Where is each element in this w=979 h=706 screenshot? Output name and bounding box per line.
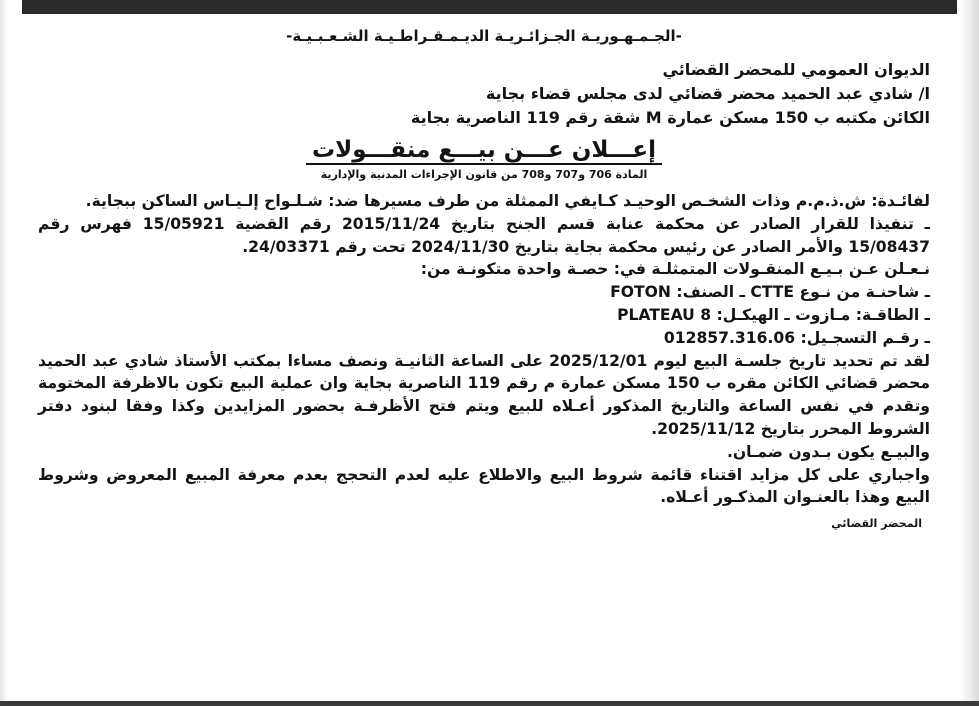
scan-bottom-border — [0, 701, 979, 706]
announcement-title — [38, 134, 930, 166]
scan-right-edge — [959, 0, 979, 706]
sale-intro-line: نـعـلن عـن بـيـع المنقـولات المتمثلـة في: حصـة واحدة متكونـة من: — [420, 260, 930, 279]
office-name: الديوان العمومي للمحضر القضائي — [662, 60, 930, 79]
notice-content — [38, 24, 930, 533]
bailiff-name: ا/ شادي عبد الحميد محضر قضائي لدى مجلس قضاء بجاية — [485, 84, 930, 103]
signature-label: المحضر القضائي — [831, 517, 922, 531]
item-registration-line: ـ رقـم التسجـيل: 012857.316.06 — [663, 328, 930, 347]
beneficiary-paragraph: لفائـدة: ش.ذ.م.م وذات الشخـص الوحيـد كـايفي الممثلة من طرف مسيرها ضد: شـلـواح إلـيـاس الساكن ببجاية. — [85, 192, 930, 210]
court-decision-paragraph: ـ تنفيذا للقرار الصادر عن محكمة عنابة قسم الجنح بتاريخ 2015/11/24 رقم القضية 15/05921 فهرس رقم 15/08437 والأمر الصادر عن رئيس محكمة بجاية بتاريخ 2024/11/30 تحت رقم 24/03371. — [38, 214, 930, 256]
republic-heading: -الجـمـهـوريـة الجـزائـريـة الديـمـقـراطـيـة الشـعـبـيـة- — [286, 27, 682, 45]
sale-session-paragraph: لقد تم تحديد تاريخ جلسـة البيع ليوم 2025/12/01 على الساعة الثانيـة ونصف مساءا بمكتب الأستاذ شادي عبد الحميد محضر قضائي الكائن مقره ب 150 مسكن عمارة م رقم 119 الناصرية بجاية وان عملية البيع تكون بالاظرفة المختومة وتقدم في نفس الساعة والتاريخ المذكور أعـلاه للبيع ويتم فتح الأظرفـة بحضور المزايدين وكذا وفقا لبنود دفتر الشروط المحرر بتاريخ 2025/11/12. — [38, 351, 931, 438]
scan-left-edge — [0, 0, 8, 706]
office-address: الكائن مكتبه ب 150 مسكن عمارة M شقة رقم 119 الناصرية بجاية — [410, 108, 930, 127]
no-warranty-line: والبيـع يكون بـدون ضمـان. — [726, 442, 930, 461]
scan-top-border — [22, 0, 957, 14]
conditions-paragraph: واجباري على كل مزايد اقتناء قائمة شروط البيع والاطلاع عليه لعدم التحجج بعدم معرفة المبيع المعروض وشروط البيع وهذا بالعنـوان المذكـور أعـلاه. — [38, 465, 930, 507]
announcement-title-text: إعـــلان عـــن بيـــع منقـــولات — [306, 137, 662, 165]
item-truck-line: ـ شاحنـة من نـوع CTTE ـ الصنف: FOTON — [610, 283, 930, 302]
item-fuel-line: ـ الطاقـة: مـازوت ـ الهيكـل: PLATEAU 8 — [617, 305, 930, 324]
legal-articles: المادة 706 و707 و708 من قانون الإجراءات المدنية والإدارية — [320, 168, 648, 181]
